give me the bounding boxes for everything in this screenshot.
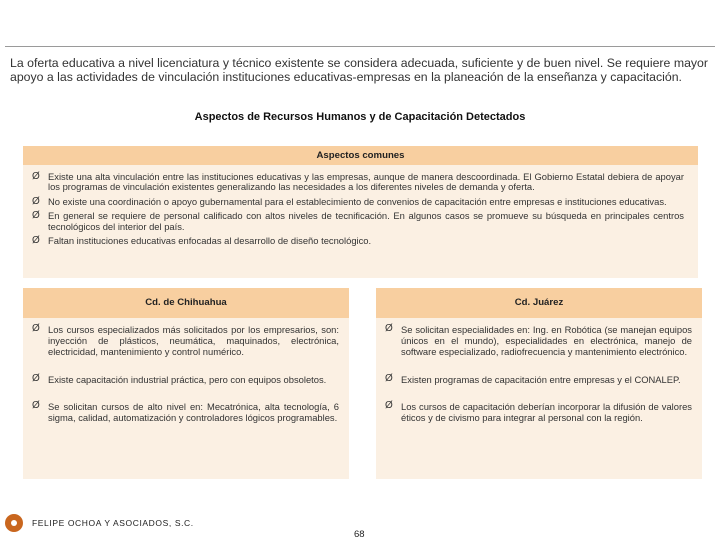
top-divider bbox=[5, 46, 715, 47]
arrow-bullet-icon: Ø bbox=[32, 195, 40, 207]
arrow-bullet-icon: Ø bbox=[32, 235, 40, 247]
list-item bbox=[385, 324, 692, 358]
common-aspects-heading: Aspectos comunes bbox=[23, 146, 698, 165]
arrow-bullet-icon: Ø bbox=[385, 323, 393, 334]
common-aspects-panel bbox=[23, 146, 698, 278]
arrow-bullet-icon: Ø bbox=[32, 372, 40, 384]
common-aspects-list bbox=[23, 165, 698, 246]
juarez-list bbox=[376, 318, 702, 423]
arrow-bullet-icon: Ø bbox=[32, 323, 40, 334]
juarez-panel bbox=[376, 288, 702, 479]
list-item bbox=[385, 401, 692, 423]
list-item bbox=[385, 374, 692, 385]
list-item bbox=[32, 374, 339, 385]
list-item-text: Faltan instituciones educativas enfocadas al desarrollo de diseño tecnológico. bbox=[48, 235, 372, 247]
arrow-bullet-icon: Ø bbox=[32, 399, 40, 411]
list-item bbox=[32, 324, 339, 358]
chihuahua-list bbox=[23, 318, 349, 423]
list-item-text: En general se requiere de personal calificado con altos niveles de tecnificación. En algunos casos se promueve su búsqueda en principales centros tecnológicos del interior del país. bbox=[48, 210, 684, 232]
juarez-heading: Cd. Juárez bbox=[376, 288, 702, 318]
arrow-bullet-icon: Ø bbox=[385, 372, 393, 384]
logo-dot bbox=[11, 520, 17, 526]
arrow-bullet-icon: Ø bbox=[32, 171, 40, 182]
chihuahua-heading: Cd. de Chihuahua bbox=[23, 288, 349, 318]
list-item-text: Existen programas de capacitación entre empresas y el CONALEP. bbox=[401, 373, 681, 385]
section-title: Aspectos de Recursos Humanos y de Capacitación Detectados bbox=[194, 111, 526, 123]
company-logo-icon bbox=[5, 514, 23, 532]
list-item bbox=[32, 172, 684, 193]
list-item bbox=[32, 197, 684, 207]
arrow-bullet-icon: Ø bbox=[385, 399, 393, 411]
chihuahua-panel bbox=[23, 288, 349, 479]
list-item-text: Los cursos de capacitación deberían incorporar la difusión de valores éticos y de civismo para integrar al personal con la región. bbox=[401, 400, 692, 424]
footer-company-name: FELIPE OCHOA Y ASOCIADOS, S.C. bbox=[32, 518, 194, 528]
list-item-text: Existe una alta vinculación entre las instituciones educativas y las empresas, aunque de manera descoordinada. El Gobierno Estatal debiera de apoyar los programas de vinculación existentes generalizando las necesidades a los diferentes niveles de demanda y oferta. bbox=[48, 171, 684, 193]
list-item-text: Se solicitan cursos de alto nivel en: Mecatrónica, alta tecnología, 6 sigma, calidad, automatización y controladores lógicos programables. bbox=[48, 400, 339, 424]
intro-paragraph: La oferta educativa a nivel licenciatura y técnico existente se considera adecuada, suficiente y de buen nivel. Se requiere mayor apoyo a las actividades de vinculación instituciones educativas-empresas en la planeación de la enseñanza y capacitación. bbox=[10, 56, 708, 84]
list-item bbox=[32, 211, 684, 232]
list-item bbox=[32, 236, 684, 246]
arrow-bullet-icon: Ø bbox=[32, 210, 40, 222]
list-item-text: Los cursos especializados más solicitados por los empresarios, son: inyección de plásticos, neumática, maquinados, electrónica, electricidad, mantenimiento y control numérico. bbox=[48, 324, 339, 358]
list-item-text: Existe capacitación industrial práctica, pero con equipos obsoletos. bbox=[48, 373, 327, 385]
page-number: 68 bbox=[354, 529, 365, 540]
list-item-text: No existe una coordinación o apoyo gubernamental para el establecimiento de convenios de capacitación entre empresas e instituciones educativas. bbox=[48, 195, 667, 207]
list-item bbox=[32, 401, 339, 423]
list-item-text: Se solicitan especialidades en: Ing. en Robótica (se manejan equipos únicos en el mundo), especialidades en electrónica, manejo de software especializado, radiofrecuencia y mantenimiento electrónico. bbox=[401, 324, 692, 358]
